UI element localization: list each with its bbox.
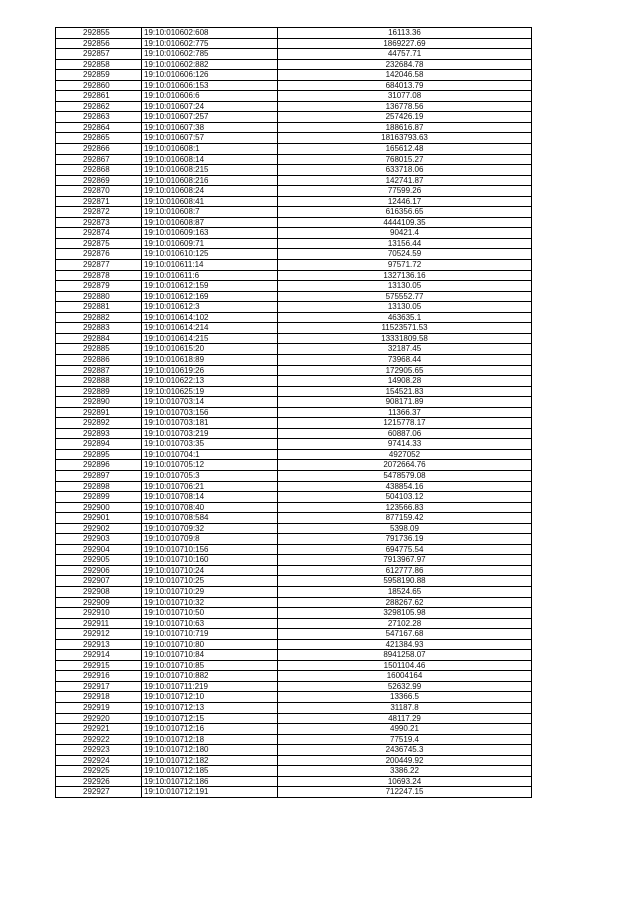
row-id-cell: 292878 xyxy=(56,270,142,281)
cadastral-number-cell: 19:10:010606:126 xyxy=(142,70,278,81)
row-id-cell: 292900 xyxy=(56,502,142,513)
row-id-cell: 292883 xyxy=(56,323,142,334)
table-row xyxy=(56,196,532,207)
value-cell: 288267.62 xyxy=(278,597,532,608)
row-id-cell: 292909 xyxy=(56,597,142,608)
cadastral-number-cell: 19:10:010602:775 xyxy=(142,38,278,49)
table-row xyxy=(56,249,532,260)
row-id-cell: 292918 xyxy=(56,692,142,703)
table-row xyxy=(56,502,532,513)
row-id-cell: 292869 xyxy=(56,175,142,186)
value-cell: 257426.19 xyxy=(278,112,532,123)
value-cell: 421384.93 xyxy=(278,639,532,650)
cadastral-number-cell: 19:10:010703:35 xyxy=(142,439,278,450)
cadastral-number-cell: 19:10:010710:719 xyxy=(142,629,278,640)
value-cell: 13130.05 xyxy=(278,281,532,292)
value-cell: 694775.54 xyxy=(278,544,532,555)
cadastral-number-cell: 19:10:010709:32 xyxy=(142,523,278,534)
value-cell: 13366.5 xyxy=(278,692,532,703)
value-cell: 97414.33 xyxy=(278,439,532,450)
cadastral-number-cell: 19:10:010608:215 xyxy=(142,165,278,176)
table-row xyxy=(56,344,532,355)
value-cell: 1501104.46 xyxy=(278,660,532,671)
cadastral-number-cell: 19:10:010710:50 xyxy=(142,608,278,619)
cadastral-number-cell: 19:10:010712:180 xyxy=(142,745,278,756)
cadastral-number-cell: 19:10:010608:216 xyxy=(142,175,278,186)
row-id-cell: 292921 xyxy=(56,724,142,735)
cadastral-number-cell: 19:10:010710:160 xyxy=(142,555,278,566)
value-cell: 5398.09 xyxy=(278,523,532,534)
cadastral-number-cell: 19:10:010708:14 xyxy=(142,492,278,503)
table-body xyxy=(56,28,532,798)
value-cell: 575552.77 xyxy=(278,291,532,302)
row-id-cell: 292855 xyxy=(56,28,142,39)
value-cell: 12446.17 xyxy=(278,196,532,207)
row-id-cell: 292868 xyxy=(56,165,142,176)
cadastral-number-cell: 19:10:010711:219 xyxy=(142,681,278,692)
table-row xyxy=(56,354,532,365)
table-row xyxy=(56,101,532,112)
row-id-cell: 292865 xyxy=(56,133,142,144)
cadastral-number-cell: 19:10:010712:186 xyxy=(142,776,278,787)
table-row xyxy=(56,302,532,313)
row-id-cell: 292857 xyxy=(56,49,142,60)
table-row xyxy=(56,555,532,566)
table-row xyxy=(56,407,532,418)
table-row xyxy=(56,776,532,787)
row-id-cell: 292860 xyxy=(56,80,142,91)
table-row xyxy=(56,28,532,39)
cadastral-number-cell: 19:10:010710:80 xyxy=(142,639,278,650)
value-cell: 908171.89 xyxy=(278,397,532,408)
table-row xyxy=(56,70,532,81)
table-row xyxy=(56,323,532,334)
row-id-cell: 292892 xyxy=(56,418,142,429)
cadastral-number-cell: 19:10:010607:38 xyxy=(142,122,278,133)
cadastral-number-cell: 19:10:010712:10 xyxy=(142,692,278,703)
row-id-cell: 292896 xyxy=(56,460,142,471)
cadastral-number-cell: 19:10:010608:24 xyxy=(142,186,278,197)
row-id-cell: 292926 xyxy=(56,776,142,787)
value-cell: 4990.21 xyxy=(278,724,532,735)
row-id-cell: 292913 xyxy=(56,639,142,650)
row-id-cell: 292872 xyxy=(56,207,142,218)
table-row xyxy=(56,154,532,165)
table-row xyxy=(56,312,532,323)
value-cell: 877159.42 xyxy=(278,513,532,524)
cadastral-number-cell: 19:10:010712:13 xyxy=(142,703,278,714)
table-row xyxy=(56,470,532,481)
cadastral-number-cell: 19:10:010612:159 xyxy=(142,281,278,292)
table-row xyxy=(56,597,532,608)
table-row xyxy=(56,513,532,524)
value-cell: 547167.68 xyxy=(278,629,532,640)
table-row xyxy=(56,544,532,555)
cadastral-number-cell: 19:10:010712:182 xyxy=(142,755,278,766)
value-cell: 165612.48 xyxy=(278,144,532,155)
table-row xyxy=(56,618,532,629)
cadastral-number-cell: 19:10:010614:215 xyxy=(142,333,278,344)
cadastral-number-cell: 19:10:010710:882 xyxy=(142,671,278,682)
cadastral-number-cell: 19:10:010602:608 xyxy=(142,28,278,39)
value-cell: 142046.58 xyxy=(278,70,532,81)
row-id-cell: 292877 xyxy=(56,260,142,271)
table-row xyxy=(56,755,532,766)
cadastral-number-cell: 19:10:010619:26 xyxy=(142,365,278,376)
row-id-cell: 292919 xyxy=(56,703,142,714)
value-cell: 44757.71 xyxy=(278,49,532,60)
cadastral-number-cell: 19:10:010618:89 xyxy=(142,354,278,365)
row-id-cell: 292901 xyxy=(56,513,142,524)
table-row xyxy=(56,122,532,133)
cadastral-number-cell: 19:10:010602:882 xyxy=(142,59,278,70)
value-cell: 1869227.69 xyxy=(278,38,532,49)
row-id-cell: 292915 xyxy=(56,660,142,671)
value-cell: 612777.86 xyxy=(278,565,532,576)
row-id-cell: 292914 xyxy=(56,650,142,661)
row-id-cell: 292856 xyxy=(56,38,142,49)
row-id-cell: 292873 xyxy=(56,217,142,228)
row-id-cell: 292864 xyxy=(56,122,142,133)
cadastral-number-cell: 19:10:010710:156 xyxy=(142,544,278,555)
row-id-cell: 292897 xyxy=(56,470,142,481)
cadastral-number-cell: 19:10:010608:7 xyxy=(142,207,278,218)
cadastral-number-cell: 19:10:010703:156 xyxy=(142,407,278,418)
row-id-cell: 292861 xyxy=(56,91,142,102)
table-row xyxy=(56,565,532,576)
row-id-cell: 292923 xyxy=(56,745,142,756)
table-row xyxy=(56,766,532,777)
table-row xyxy=(56,608,532,619)
cadastral-number-cell: 19:10:010705:12 xyxy=(142,460,278,471)
value-cell: 154521.83 xyxy=(278,386,532,397)
cadastral-number-cell: 19:10:010606:153 xyxy=(142,80,278,91)
table-row xyxy=(56,586,532,597)
value-cell: 13130.05 xyxy=(278,302,532,313)
value-cell: 11523571.53 xyxy=(278,323,532,334)
table-row xyxy=(56,724,532,735)
value-cell: 4927052 xyxy=(278,449,532,460)
value-cell: 3298105.98 xyxy=(278,608,532,619)
row-id-cell: 292925 xyxy=(56,766,142,777)
row-id-cell: 292882 xyxy=(56,312,142,323)
row-id-cell: 292904 xyxy=(56,544,142,555)
value-cell: 463635.1 xyxy=(278,312,532,323)
row-id-cell: 292889 xyxy=(56,386,142,397)
table-row xyxy=(56,492,532,503)
table-row xyxy=(56,238,532,249)
row-id-cell: 292899 xyxy=(56,492,142,503)
row-id-cell: 292898 xyxy=(56,481,142,492)
cadastral-number-cell: 19:10:010611:14 xyxy=(142,260,278,271)
table-row xyxy=(56,270,532,281)
row-id-cell: 292893 xyxy=(56,428,142,439)
cadastral-number-cell: 19:10:010710:25 xyxy=(142,576,278,587)
value-cell: 5478579.08 xyxy=(278,470,532,481)
cadastral-number-cell: 19:10:010614:102 xyxy=(142,312,278,323)
table-row xyxy=(56,449,532,460)
cadastral-number-cell: 19:10:010625:19 xyxy=(142,386,278,397)
cadastral-number-cell: 19:10:010609:71 xyxy=(142,238,278,249)
cadastral-number-cell: 19:10:010710:63 xyxy=(142,618,278,629)
value-cell: 438854.16 xyxy=(278,481,532,492)
table-row xyxy=(56,713,532,724)
value-cell: 4444109.35 xyxy=(278,217,532,228)
table-row xyxy=(56,165,532,176)
cadastral-number-cell: 19:10:010622:13 xyxy=(142,376,278,387)
value-cell: 3386.22 xyxy=(278,766,532,777)
value-cell: 10693.24 xyxy=(278,776,532,787)
row-id-cell: 292890 xyxy=(56,397,142,408)
table-row xyxy=(56,787,532,798)
table-row xyxy=(56,523,532,534)
value-cell: 73968.44 xyxy=(278,354,532,365)
row-id-cell: 292871 xyxy=(56,196,142,207)
cadastral-number-cell: 19:10:010705:3 xyxy=(142,470,278,481)
table-row xyxy=(56,418,532,429)
cadastral-number-cell: 19:10:010607:57 xyxy=(142,133,278,144)
row-id-cell: 292870 xyxy=(56,186,142,197)
value-cell: 27102.28 xyxy=(278,618,532,629)
cadastral-number-cell: 19:10:010710:29 xyxy=(142,586,278,597)
cadastral-number-cell: 19:10:010709:8 xyxy=(142,534,278,545)
cadastral-number-cell: 19:10:010608:87 xyxy=(142,217,278,228)
table-row xyxy=(56,639,532,650)
value-cell: 8941258.07 xyxy=(278,650,532,661)
row-id-cell: 292886 xyxy=(56,354,142,365)
cadastral-number-cell: 19:10:010609:163 xyxy=(142,228,278,239)
value-cell: 172905.65 xyxy=(278,365,532,376)
row-id-cell: 292863 xyxy=(56,112,142,123)
value-cell: 14908.28 xyxy=(278,376,532,387)
row-id-cell: 292884 xyxy=(56,333,142,344)
cadastral-number-cell: 19:10:010608:1 xyxy=(142,144,278,155)
value-cell: 504103.12 xyxy=(278,492,532,503)
table-row xyxy=(56,660,532,671)
table-row xyxy=(56,175,532,186)
table-row xyxy=(56,629,532,640)
table-row xyxy=(56,681,532,692)
table-row xyxy=(56,186,532,197)
table-row xyxy=(56,481,532,492)
value-cell: 48117.29 xyxy=(278,713,532,724)
value-cell: 5958190.88 xyxy=(278,576,532,587)
table-row xyxy=(56,59,532,70)
table-row xyxy=(56,91,532,102)
cadastral-number-cell: 19:10:010712:15 xyxy=(142,713,278,724)
value-cell: 70524.59 xyxy=(278,249,532,260)
value-cell: 11366.37 xyxy=(278,407,532,418)
cadastral-number-cell: 19:10:010706:21 xyxy=(142,481,278,492)
row-id-cell: 292879 xyxy=(56,281,142,292)
table-row xyxy=(56,207,532,218)
cadastral-number-cell: 19:10:010710:85 xyxy=(142,660,278,671)
value-cell: 32187.45 xyxy=(278,344,532,355)
value-cell: 90421.4 xyxy=(278,228,532,239)
cadastral-number-cell: 19:10:010708:584 xyxy=(142,513,278,524)
value-cell: 31187.8 xyxy=(278,703,532,714)
table-row xyxy=(56,133,532,144)
cadastral-number-cell: 19:10:010710:24 xyxy=(142,565,278,576)
value-cell: 52632.99 xyxy=(278,681,532,692)
value-cell: 200449.92 xyxy=(278,755,532,766)
table-row xyxy=(56,260,532,271)
table-row xyxy=(56,397,532,408)
row-id-cell: 292910 xyxy=(56,608,142,619)
row-id-cell: 292902 xyxy=(56,523,142,534)
table-row xyxy=(56,80,532,91)
row-id-cell: 292922 xyxy=(56,734,142,745)
row-id-cell: 292885 xyxy=(56,344,142,355)
value-cell: 13331809.58 xyxy=(278,333,532,344)
value-cell: 1215778.17 xyxy=(278,418,532,429)
value-cell: 18163793.63 xyxy=(278,133,532,144)
table-row xyxy=(56,281,532,292)
value-cell: 136778.56 xyxy=(278,101,532,112)
row-id-cell: 292911 xyxy=(56,618,142,629)
value-cell: 1327136.16 xyxy=(278,270,532,281)
row-id-cell: 292920 xyxy=(56,713,142,724)
row-id-cell: 292866 xyxy=(56,144,142,155)
table-row xyxy=(56,460,532,471)
table-row xyxy=(56,38,532,49)
cadastral-value-table xyxy=(55,27,532,798)
cadastral-number-cell: 19:10:010712:16 xyxy=(142,724,278,735)
table-row xyxy=(56,692,532,703)
value-cell: 188616.87 xyxy=(278,122,532,133)
row-id-cell: 292906 xyxy=(56,565,142,576)
cadastral-number-cell: 19:10:010710:32 xyxy=(142,597,278,608)
table-row xyxy=(56,439,532,450)
row-id-cell: 292876 xyxy=(56,249,142,260)
row-id-cell: 292903 xyxy=(56,534,142,545)
cadastral-number-cell: 19:10:010703:14 xyxy=(142,397,278,408)
value-cell: 768015.27 xyxy=(278,154,532,165)
value-cell: 97571.72 xyxy=(278,260,532,271)
table-row xyxy=(56,386,532,397)
value-cell: 31077.08 xyxy=(278,91,532,102)
cadastral-number-cell: 19:10:010704:1 xyxy=(142,449,278,460)
table-row xyxy=(56,217,532,228)
value-cell: 16113.36 xyxy=(278,28,532,39)
row-id-cell: 292867 xyxy=(56,154,142,165)
value-cell: 18524.65 xyxy=(278,586,532,597)
row-id-cell: 292859 xyxy=(56,70,142,81)
value-cell: 2072664.76 xyxy=(278,460,532,471)
cadastral-number-cell: 19:10:010614:214 xyxy=(142,323,278,334)
cadastral-number-cell: 19:10:010602:785 xyxy=(142,49,278,60)
table-row xyxy=(56,112,532,123)
row-id-cell: 292862 xyxy=(56,101,142,112)
value-cell: 123566.83 xyxy=(278,502,532,513)
row-id-cell: 292908 xyxy=(56,586,142,597)
row-id-cell: 292880 xyxy=(56,291,142,302)
table-row xyxy=(56,49,532,60)
row-id-cell: 292927 xyxy=(56,787,142,798)
row-id-cell: 292917 xyxy=(56,681,142,692)
cadastral-number-cell: 19:10:010608:14 xyxy=(142,154,278,165)
table-row xyxy=(56,365,532,376)
table-row xyxy=(56,333,532,344)
row-id-cell: 292924 xyxy=(56,755,142,766)
row-id-cell: 292912 xyxy=(56,629,142,640)
cadastral-number-cell: 19:10:010611:6 xyxy=(142,270,278,281)
cadastral-number-cell: 19:10:010607:24 xyxy=(142,101,278,112)
table-row xyxy=(56,376,532,387)
cadastral-number-cell: 19:10:010607:257 xyxy=(142,112,278,123)
value-cell: 2436745.3 xyxy=(278,745,532,756)
table-row xyxy=(56,734,532,745)
row-id-cell: 292905 xyxy=(56,555,142,566)
row-id-cell: 292895 xyxy=(56,449,142,460)
row-id-cell: 292874 xyxy=(56,228,142,239)
row-id-cell: 292891 xyxy=(56,407,142,418)
row-id-cell: 292887 xyxy=(56,365,142,376)
row-id-cell: 292916 xyxy=(56,671,142,682)
table-row xyxy=(56,650,532,661)
table-row xyxy=(56,144,532,155)
table-row xyxy=(56,576,532,587)
cadastral-number-cell: 19:10:010610:125 xyxy=(142,249,278,260)
cadastral-number-cell: 19:10:010703:219 xyxy=(142,428,278,439)
table-row xyxy=(56,228,532,239)
value-cell: 77519.4 xyxy=(278,734,532,745)
row-id-cell: 292888 xyxy=(56,376,142,387)
cadastral-number-cell: 19:10:010703:181 xyxy=(142,418,278,429)
cadastral-number-cell: 19:10:010708:40 xyxy=(142,502,278,513)
table-row xyxy=(56,703,532,714)
table-row xyxy=(56,428,532,439)
row-id-cell: 292907 xyxy=(56,576,142,587)
value-cell: 60887.06 xyxy=(278,428,532,439)
row-id-cell: 292875 xyxy=(56,238,142,249)
table-row xyxy=(56,671,532,682)
value-cell: 712247.15 xyxy=(278,787,532,798)
cadastral-number-cell: 19:10:010712:191 xyxy=(142,787,278,798)
cadastral-number-cell: 19:10:010608:41 xyxy=(142,196,278,207)
row-id-cell: 292858 xyxy=(56,59,142,70)
value-cell: 616356.65 xyxy=(278,207,532,218)
cadastral-number-cell: 19:10:010712:18 xyxy=(142,734,278,745)
table-row xyxy=(56,291,532,302)
value-cell: 13156.44 xyxy=(278,238,532,249)
value-cell: 77599.26 xyxy=(278,186,532,197)
row-id-cell: 292894 xyxy=(56,439,142,450)
value-cell: 7913967.97 xyxy=(278,555,532,566)
cadastral-number-cell: 19:10:010612:169 xyxy=(142,291,278,302)
table-row xyxy=(56,745,532,756)
cadastral-number-cell: 19:10:010615:20 xyxy=(142,344,278,355)
cadastral-number-cell: 19:10:010606:6 xyxy=(142,91,278,102)
row-id-cell: 292881 xyxy=(56,302,142,313)
value-cell: 142741.87 xyxy=(278,175,532,186)
value-cell: 684013.79 xyxy=(278,80,532,91)
table-row xyxy=(56,534,532,545)
value-cell: 791736.19 xyxy=(278,534,532,545)
value-cell: 16004164 xyxy=(278,671,532,682)
cadastral-number-cell: 19:10:010710:84 xyxy=(142,650,278,661)
value-cell: 633718.06 xyxy=(278,165,532,176)
value-cell: 232684.78 xyxy=(278,59,532,70)
cadastral-number-cell: 19:10:010612:3 xyxy=(142,302,278,313)
cadastral-number-cell: 19:10:010712:185 xyxy=(142,766,278,777)
